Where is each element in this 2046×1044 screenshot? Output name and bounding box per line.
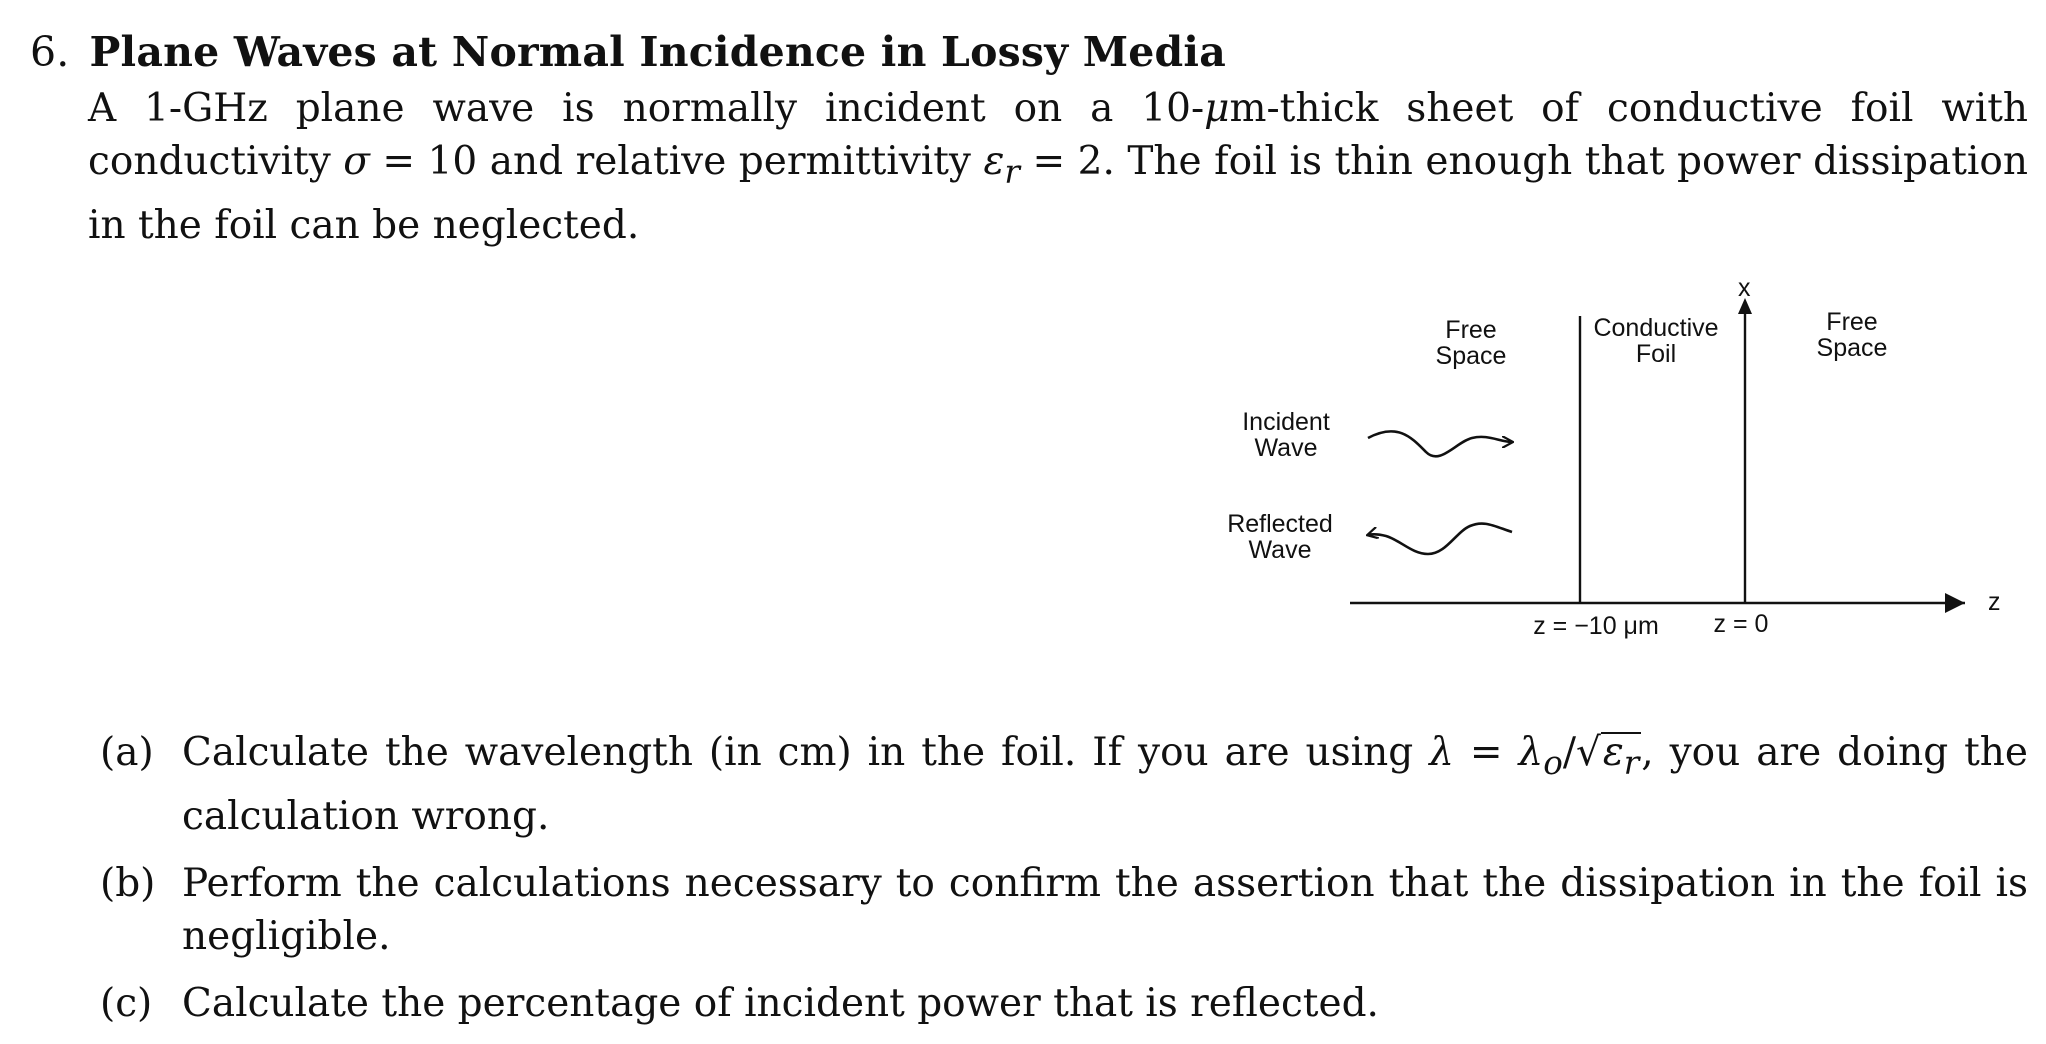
problem-heading bbox=[30, 28, 1226, 76]
z-position-origin: z = 0 bbox=[1713, 610, 1769, 638]
incident-wave-line1: Incident bbox=[1242, 408, 1330, 436]
reflected-wave-line1: Reflected bbox=[1227, 510, 1333, 538]
conductive-foil-line2: Foil bbox=[1635, 340, 1677, 368]
intro-epsilon-symbol: ε bbox=[983, 139, 1005, 184]
part-a-subscript-r: r bbox=[1623, 743, 1640, 782]
part-a-lambda-naught: λ bbox=[1518, 730, 1544, 775]
part-b-text: Perform the calculations necessary to confirm the assertion that the dissipation in the foil is negligible. bbox=[182, 860, 2028, 959]
part-c bbox=[100, 977, 2028, 1030]
part-c-label: (c) bbox=[100, 980, 153, 1026]
problem-parts bbox=[100, 726, 2028, 1044]
z-axis-arrowhead bbox=[1945, 593, 1965, 613]
intro-mu-symbol: μ bbox=[1204, 86, 1230, 131]
part-a-lambda: λ bbox=[1429, 730, 1454, 775]
problem-title: Plane Waves at Normal Incidence in Lossy Media bbox=[89, 28, 1226, 76]
part-b bbox=[100, 857, 2028, 963]
intro-sigma-symbol: σ bbox=[343, 139, 370, 184]
free-space-right-line1: Free bbox=[1826, 308, 1878, 336]
intro-epsilon-subscript: r bbox=[1004, 152, 1020, 191]
problem-intro bbox=[88, 82, 2028, 252]
part-a-subscript-o: o bbox=[1543, 743, 1563, 782]
intro-text-1: A 1-GHz plane wave is normally incident on a 10- bbox=[88, 86, 1205, 131]
x-axis-label: x bbox=[1738, 274, 1751, 302]
part-a-label: (a) bbox=[100, 730, 154, 775]
part-a-epsilon: ε bbox=[1602, 730, 1624, 775]
reflected-wave-line2: Wave bbox=[1248, 536, 1312, 564]
conductive-foil-line1: Conductive bbox=[1593, 314, 1719, 342]
free-space-left-line1: Free bbox=[1445, 316, 1497, 344]
z-position-foil-start: z = −10 μm bbox=[1533, 612, 1659, 640]
problem-number: 6. bbox=[30, 28, 70, 76]
part-a bbox=[100, 726, 2028, 843]
foil-diagram bbox=[1200, 270, 2020, 650]
intro-text-1b: m-thick sheet of conductive foil with conductivity bbox=[88, 86, 2028, 184]
z-axis-label: z bbox=[1988, 588, 2001, 616]
intro-text-2: = 10 and relative permittivity bbox=[369, 139, 984, 184]
foil-diagram-svg bbox=[1200, 270, 2020, 650]
free-space-right-line2: Space bbox=[1816, 334, 1888, 362]
incident-wave-arrow bbox=[1368, 431, 1512, 456]
part-a-text-post: , you are doing the calculation wrong. bbox=[182, 730, 2028, 839]
incident-wave-line2: Wave bbox=[1254, 434, 1318, 462]
part-a-text-pre: Calculate the wavelength (in cm) in the foil. If you are using bbox=[182, 730, 1430, 775]
part-a-sqrt-radicand bbox=[1601, 732, 1641, 782]
intro-text-3: = 2. The foil is thin enough that power dissipation in the foil can be neglected. bbox=[88, 139, 2028, 248]
part-a-slash-sqrt: /√ bbox=[1562, 730, 1601, 775]
reflected-wave-arrow bbox=[1368, 524, 1512, 554]
part-b-label: (b) bbox=[100, 860, 156, 906]
part-a-equals: = bbox=[1453, 730, 1519, 775]
free-space-left-line2: Space bbox=[1435, 342, 1507, 370]
part-c-text: Calculate the percentage of incident power that is reflected. bbox=[182, 980, 1379, 1026]
